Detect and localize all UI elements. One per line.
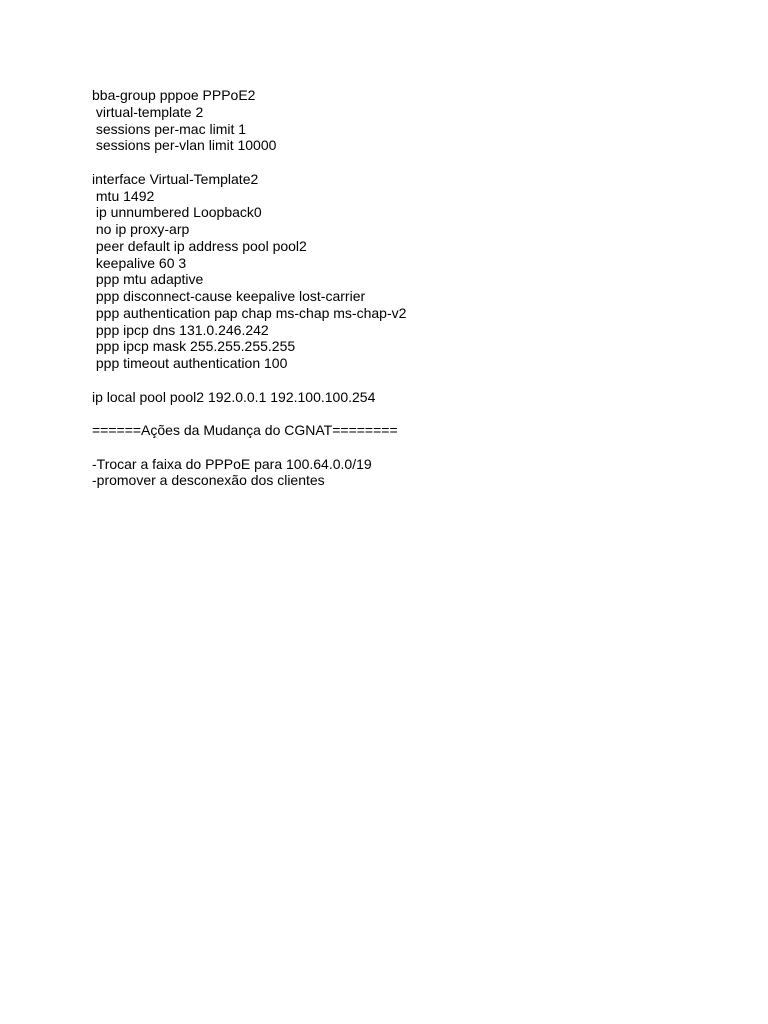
config-line: mtu 1492	[92, 187, 155, 204]
section-heading-line: ======Ações da Mudança do CGNAT========	[92, 422, 398, 438]
blank-line	[92, 372, 732, 389]
blank-line	[92, 154, 732, 171]
blank-line	[92, 439, 732, 456]
action-line: -Trocar a faixa do PPPoE para 100.64.0.0/19	[92, 455, 372, 472]
cgnat-actions-list	[92, 456, 732, 490]
bba-group-config-block	[92, 87, 732, 154]
config-line: peer default ip address pool pool2	[92, 237, 307, 254]
config-line: sessions per-vlan limit 10000	[92, 137, 277, 154]
config-line: sessions per-mac limit 1	[92, 120, 247, 137]
config-line: keepalive 60 3	[92, 254, 187, 271]
config-line: no ip proxy-arp	[92, 221, 190, 237]
config-line: ppp ipcp mask 255.255.255.255	[92, 338, 296, 355]
config-line: ip unnumbered Loopback0	[92, 204, 262, 221]
cgnat-section-heading	[92, 422, 732, 439]
virtual-template-config-block	[92, 171, 732, 372]
config-line: ppp authentication pap chap ms-chap ms-chap-v2	[92, 304, 407, 321]
blank-line	[92, 405, 732, 422]
config-line: virtual-template 2	[92, 103, 204, 120]
config-line: ppp timeout authentication 100	[92, 355, 288, 371]
config-line: ppp mtu adaptive	[92, 271, 204, 288]
config-line: interface Virtual-Template2	[92, 170, 259, 187]
document-body	[92, 87, 732, 489]
action-line: -promover a desconexão dos clientes	[92, 472, 325, 489]
config-line: bba-group pppoe PPPoE2	[92, 87, 256, 103]
config-line: ppp ipcp dns 131.0.246.242	[92, 321, 269, 338]
ip-pool-config-block	[92, 389, 732, 406]
config-line: ppp disconnect-cause keepalive lost-carrier	[92, 288, 366, 304]
config-line: ip local pool pool2 192.0.0.1 192.100.100.254	[92, 388, 376, 405]
